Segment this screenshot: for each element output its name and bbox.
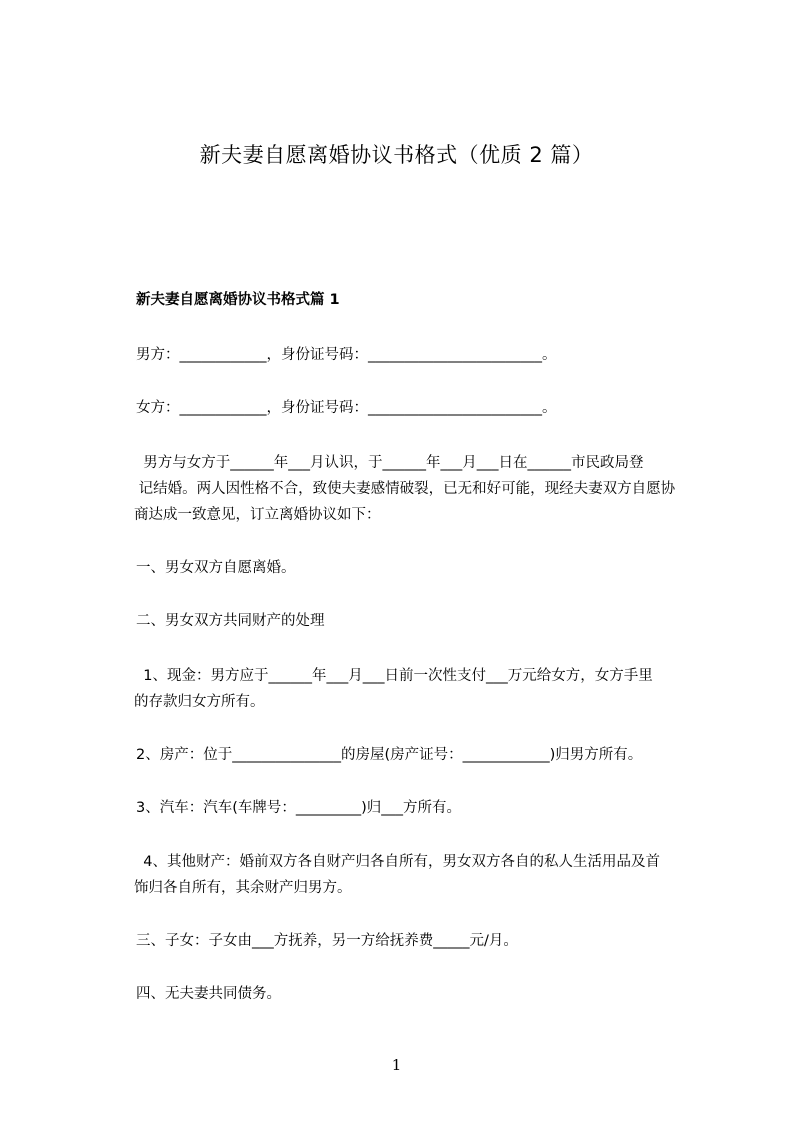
clause-one: 一、男女双方自愿离婚。 [136, 560, 296, 576]
house-line: 2、房产：位于_______________的房屋(房产证号：____________)归男方所有。 [136, 747, 643, 763]
clause-three: 三、子女：子女由___方抚养，另一方给抚养费_____元/月。 [136, 933, 518, 949]
male-party-line: 男方：____________，身份证号码：________________________。 [136, 347, 557, 363]
female-party-line: 女方：____________，身份证号码：________________________。 [136, 400, 557, 416]
section-heading: 新夫妻自愿离婚协议书格式篇 1 [136, 292, 340, 308]
cash-paragraph: 1、现金：男方应于______年___月___日前一次性支付___万元给女方，女方手里 的存款归女方所有。 [134, 668, 653, 710]
page-number: 1 [391, 1056, 402, 1074]
intro-paragraph: 男方与女方于______年___月认识，于______年___月___日在______市民政局登 记结婚。两人因性格不合，致使夫妻感情破裂，已无和好可能，现经夫妻双方自愿协 商达成一致意见，订立离婚协议如下： [134, 455, 676, 523]
document-title: 新夫妻自愿离婚协议书格式（优质 2 篇） [199, 143, 594, 167]
other-property-paragraph: 4、其他财产：婚前双方各自财产归各自所有，男女双方各自的私人生活用品及首 饰归各自所有，其余财产归男方。 [134, 854, 660, 896]
clause-two: 二、男女双方共同财产的处理 [136, 613, 325, 629]
car-line: 3、汽车：汽车(车牌号：_________)归___方所有。 [136, 800, 462, 816]
clause-four: 四、无夫妻共同债务。 [136, 986, 281, 1002]
